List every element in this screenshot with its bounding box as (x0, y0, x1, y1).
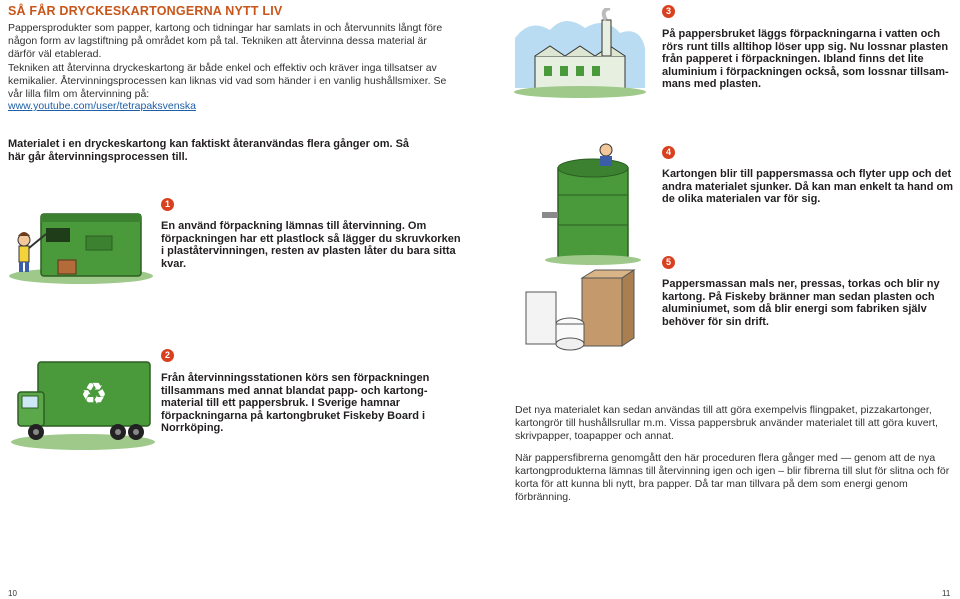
step-5-badge: 5 (662, 256, 675, 269)
intro-paragraph-1: Pappersprodukter som papper, kartong och tidningar har samlats in och återvunnits långt före någon form av lagstiftning på området kom på tal. Tekniken att återvinna dessa material är därför väl etablerad. (8, 22, 443, 60)
step-1-badge: 1 (161, 198, 174, 211)
intro-paragraph-2: Tekniken att återvinna dryckeskartong är både enkel och effektiv och kräver inga tillsatser av kemikalier. Återvinningsprocessen kan liknas vid vad som händer i en vanlig hushållsmixer. Se vår lilla film om återvinning på: (8, 62, 447, 100)
step-4-badge: 4 (662, 146, 675, 159)
youtube-link[interactable]: www.youtube.com/user/tetrapaksvenska (8, 100, 196, 112)
page-number-left: 10 (8, 589, 17, 598)
step-3-text: På pappersbruket läggs förpackningarna i vatten och rörs runt tills alltihop löser upp sig. Nu lossnar plasten från papperet i förpackningen. Ibland finns det lite aluminium i förpackningen också, som lossnar tillsam-mans med plasten. (662, 28, 949, 90)
step-5-text: Pappersmassan mals ner, pressas, torkas och blir ny kartong. På Fiskeby bränner man sedan plasten och aluminiumet, som då blir energi som fabriken själv behöver för sin drift. (662, 278, 940, 328)
page-number-right: 11 (942, 589, 951, 598)
step-1-text: En använd förpackning lämnas till återvinning. Om förpackningen har ett plastlock så lägger du skruvkorken i plaståtervinningen, resten av plasten låter du bara sitta kvar. (161, 220, 461, 270)
outro-paragraph-2: När pappersfibrerna genomgått den här proceduren flera gånger med — genom att de nya kartongprodukterna lämnas till återvinning igen och igen – blir fibrerna till slut för slitna och för korta för att kunna bli nytt, bra papper. Då tar man tillvara på dem som energi genom förbränning. (515, 452, 950, 503)
lead-text: Materialet i en dryckeskartong kan faktiskt återanvändas flera gånger om. Så här går återvinningsprocessen till. (8, 138, 410, 163)
pulper-tank-illustration (536, 140, 646, 265)
outro-paragraph-1: Det nya materialet kan sedan användas till att göra exempelvis flingpaket, pizzakartonger, kartongrör till hushållsrullar m.m. Vissa pappersbruk använder materialet till att göra kuvert, skrivpapper, toapapper och annat. (515, 404, 938, 442)
page-title: SÅ FÅR DRYCKESKARTONGERNA NYTT LIV (8, 4, 283, 18)
step-2-text: Från återvinningsstationen körs sen förpackningen tillsammans med annat blandat papp- och kartong-material till ett pappersbruk. I Sverige hamnar förpackningarna på kartongbruket Fiskeby Board i Norrköping. (161, 372, 430, 434)
svg-text:♻: ♻ (80, 377, 108, 412)
paper-products-illustration (520, 268, 640, 353)
step-3-badge: 3 (662, 5, 675, 18)
step-2-badge: 2 (161, 349, 174, 362)
recycling-container-illustration (6, 200, 156, 286)
paper-mill-illustration (510, 8, 650, 100)
step-4-text: Kartongen blir till pappersmassa och flyter upp och det andra materialet sjunker. Då kan man enkelt ta hand om de olika materialen var för sig. (662, 168, 953, 205)
truck-illustration (8, 352, 158, 452)
